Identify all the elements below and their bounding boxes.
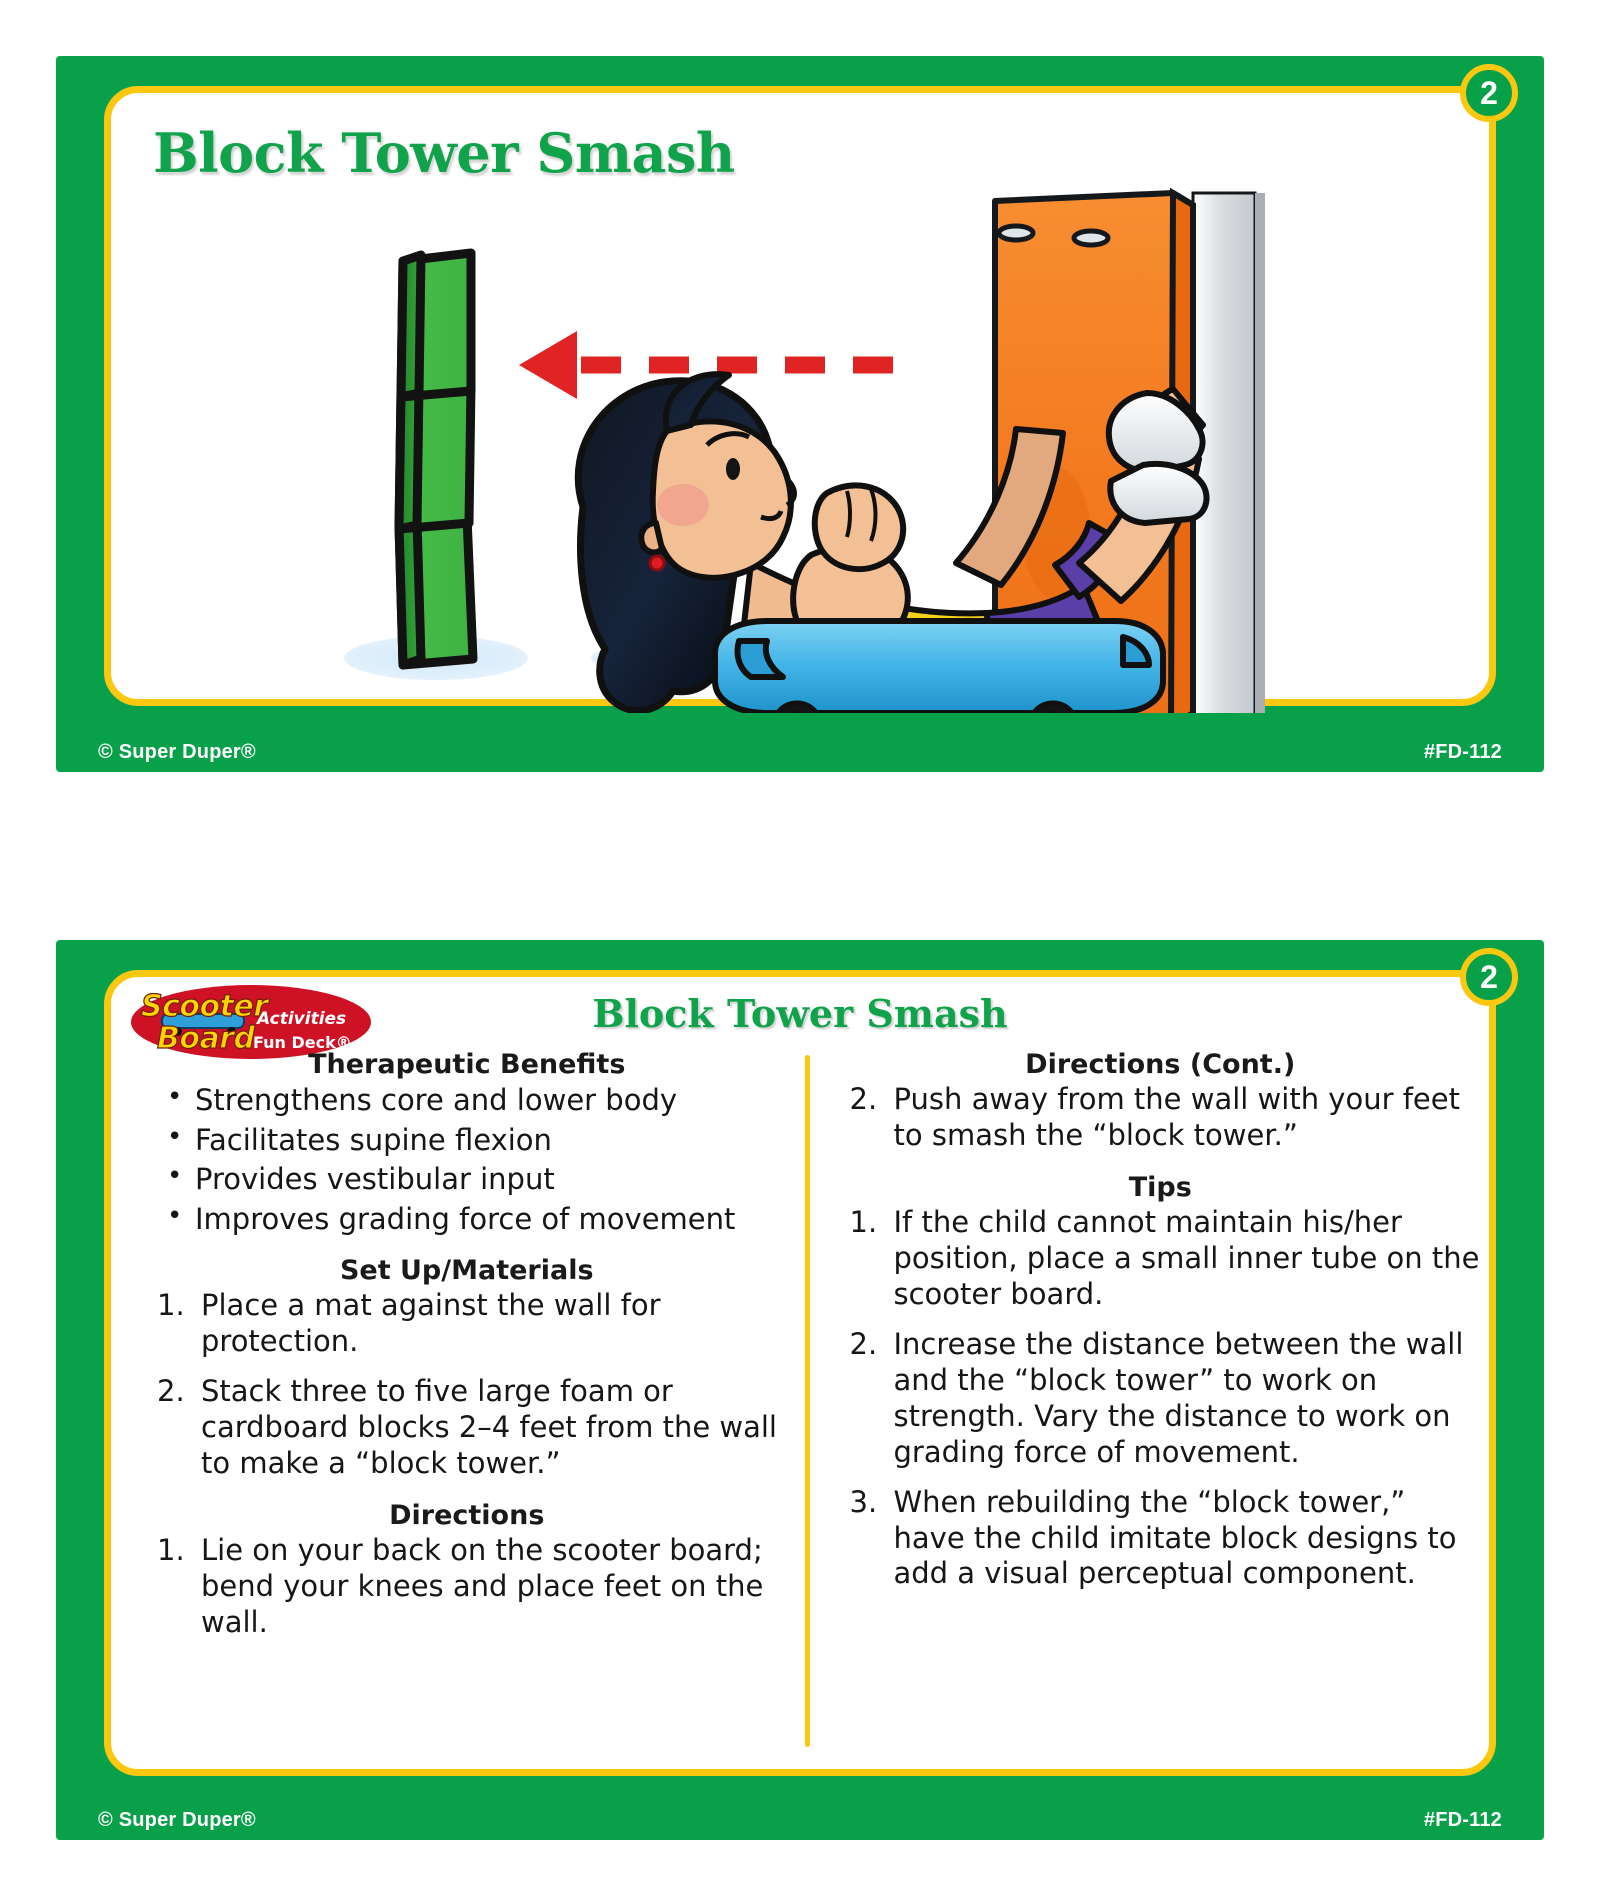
list-item: • Strengthens core and lower body xyxy=(161,1082,787,1119)
list-item: If the child cannot maintain his/her position, place a small inner tube on the scooter board. xyxy=(893,1204,1480,1311)
therapeutic-benefits-heading: Therapeutic Benefits xyxy=(308,1049,626,1080)
back-card xyxy=(56,940,1544,1840)
list-item: Place a mat against the wall for protection. xyxy=(201,1288,661,1359)
content-columns xyxy=(111,1049,1503,1775)
list-item: • Improves grading force of movement xyxy=(161,1201,787,1238)
directions-list xyxy=(149,1533,787,1641)
back-card-inner xyxy=(104,959,1498,1776)
card-number-badge-back: 2 xyxy=(1460,948,1518,1006)
front-card-inner xyxy=(104,75,1498,706)
list-item: Stack three to five large foam or cardboard blocks 2–4 feet from the wall to make a “block tower.” xyxy=(201,1374,777,1480)
activity-illustration xyxy=(111,93,1503,713)
block-tower-graphic xyxy=(399,253,473,665)
product-code-text: #FD-112 xyxy=(1423,741,1502,763)
logo-word-scooter: Scooter xyxy=(141,989,268,1024)
setup-materials-list xyxy=(149,1288,787,1482)
tips-list xyxy=(842,1205,1482,1593)
list-item: When rebuilding the “block tower,” have the child imitate block designs to add a visual perceptual component. xyxy=(893,1484,1457,1591)
copyright-text: © Super Duper® xyxy=(98,1809,256,1831)
front-card-footer xyxy=(56,726,1544,772)
directions-cont-list xyxy=(842,1082,1482,1154)
list-item: Lie on your back on the scooter board; bend your knees and place feet on the wall. xyxy=(201,1532,764,1639)
list-item: Push away from the wall with your feet to smash the “block tower.” xyxy=(893,1082,1460,1152)
product-code-text: #FD-112 xyxy=(1423,1809,1502,1831)
tips-heading: Tips xyxy=(1128,1171,1192,1203)
directions-heading: Directions xyxy=(389,1499,545,1531)
copyright-text: © Super Duper® xyxy=(98,741,256,763)
left-column xyxy=(111,1049,805,1775)
scooter-board-graphic xyxy=(715,621,1163,713)
right-column xyxy=(810,1049,1504,1775)
logo-word-activities: Activities xyxy=(257,1009,347,1029)
directions-cont-heading: Directions (Cont.) xyxy=(1025,1049,1296,1080)
therapeutic-benefits-list xyxy=(161,1082,787,1237)
front-card xyxy=(56,56,1544,772)
list-item: Increase the distance between the wall and the “block tower” to work on strength. Vary the distance to work on grading force of movement. xyxy=(893,1326,1464,1469)
list-item: • Provides vestibular input xyxy=(161,1161,787,1198)
logo-word-fun-deck: Fun Deck® xyxy=(253,1033,352,1052)
page-title: Block Tower Smash xyxy=(153,121,735,185)
back-page-title: Block Tower Smash xyxy=(592,991,1008,1036)
logo-word-board: Board xyxy=(157,1021,255,1056)
wall-graphic xyxy=(1193,193,1265,713)
setup-materials-heading: Set Up/Materials xyxy=(339,1255,594,1287)
list-item: • Facilitates supine flexion xyxy=(161,1122,787,1159)
back-card-footer xyxy=(56,1794,1544,1840)
sock-graphic-2 xyxy=(1110,464,1206,523)
card-number-badge-front: 2 xyxy=(1460,64,1518,122)
